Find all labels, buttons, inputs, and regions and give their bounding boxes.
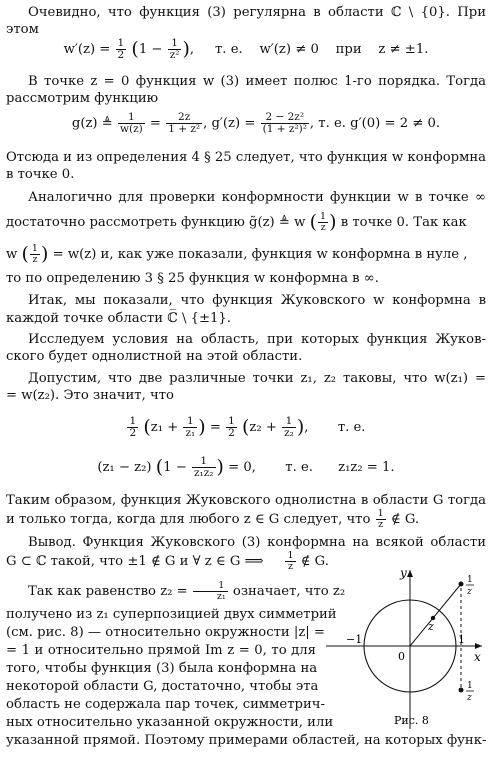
text-line: Исследуем условия на область, при которых функция Жуков- xyxy=(28,332,486,347)
text-line: Аналогично для проверки конформности функции w в точке ∞ xyxy=(28,190,486,205)
text-line: В точке z = 0 функция w (3) имеет полюс 1-го порядка. Тогда xyxy=(28,74,486,89)
figure-caption: Рис. 8 xyxy=(394,714,429,727)
text-line: достаточно рассмотреть функцию g̃(z) ≜ w ( $\frac{1}{z}$ ) в точке 0. Так как xyxy=(6,211,467,233)
z-label: z xyxy=(428,620,434,633)
text-line: каждой точке области ℂ̅ \ {±1}. xyxy=(6,311,231,326)
y-label: y xyxy=(400,566,407,580)
text-line: Допустим, что две различные точки z₁, z₂ таковы, что w(z₁) = xyxy=(28,371,486,386)
text-line: рассмотрим функцию xyxy=(6,91,159,106)
text-line: ных относительно указанной окружности, или xyxy=(6,715,334,730)
text-line: в точке 0. xyxy=(6,167,75,182)
point-inverse-bottom xyxy=(459,688,464,693)
origin-label: 0 xyxy=(398,650,405,663)
formula-derivative: w′(z) = $\frac{1}{2}$ (1 − $\frac{1}{\text{z²}}$ ), т. е. w′(z) ≠ 0 при z ≠ ±1. xyxy=(63,37,429,62)
text-line: G ⊂ ℂ такой, что ±1 ∉ G и ∀ z ∈ G ⟹ $\frac{1}{z}$ ∉ G. xyxy=(6,550,329,572)
bottom-frac-num: 1 xyxy=(467,681,473,691)
text-line: Вывод. Функция Жуковского (3) конформна на всякой области xyxy=(28,535,486,550)
x-axis-arrow xyxy=(475,643,482,649)
top-frac-den: z xyxy=(467,587,472,597)
text-line: = w(z₂). Это значит, что xyxy=(6,388,174,403)
minus-one-label: −1 xyxy=(346,633,363,646)
text-line: некоторой области G, достаточно, чтобы эта xyxy=(6,679,319,694)
formula-g: g(z) ≜ $\frac{1}{w(z)}$ = $\frac{2z}{\text{1 + z²}}$ , g′(z) = $\frac{\text{2 − 2z²}}{\text{(1 + z²)²}}$ , т. е. g′(0) = 2 ≠ 0. xyxy=(71,111,441,136)
bottom-frac-den: z xyxy=(467,693,472,703)
text-line: и только тогда, когда для любого z ∈ G следует, что $\frac{1}{z}$ ∉ G. xyxy=(6,508,420,530)
text-line: область не содержала пар точек, симметрич- xyxy=(6,697,325,712)
figure-8 xyxy=(322,564,488,734)
text-line: ского будет однолистной на этой области. xyxy=(6,349,303,364)
text-line: w ( $\frac{1}{z}$ ) = w(z) и, как уже показали, функция w конформна в нуле , xyxy=(6,243,468,265)
text-line: того, чтобы функция (3) была конформна на xyxy=(6,661,318,676)
text-line: получено из z₁ суперпозицией двух симметрий xyxy=(6,607,337,622)
x-label: x xyxy=(474,650,481,664)
text-line: (см. рис. 8) — относительно окружности |z| = xyxy=(6,625,325,640)
text-line: Очевидно, что функция (3) регулярна в области ℂ \ {0}. При xyxy=(28,5,486,20)
text-line: этом xyxy=(6,22,39,37)
text-line: то по определению 3 § 25 функция w конформна в ∞. xyxy=(6,271,379,286)
ray-to-point xyxy=(410,584,461,646)
text-line: указанной прямой. Поэтому примерами областей, на которых функ- xyxy=(6,733,487,748)
text-line: Таким образом, функция Жуковского однолистна в области G тогда xyxy=(6,493,486,508)
top-frac-num: 1 xyxy=(467,575,473,585)
text-line: Итак, мы показали, что функция Жуковского w конформна в xyxy=(28,293,486,308)
text-line: Так как равенство z₂ = $\frac{1}{\text{z₁}}$ означает, что z₂ xyxy=(28,580,346,602)
text-line: Отсюда и из определения 4 § 25 следует, что функция w конформна xyxy=(6,150,486,165)
one-label: 1 xyxy=(458,633,465,646)
formula-product: (z₁ − z₂) (1 − $\frac{1}{\text{z₁z₂}}$ ) = 0, т. е. z₁z₂ = 1. xyxy=(97,454,395,479)
formula-equality: $\frac{1}{2}$ (z₁ + $\frac{1}{\text{z₁}}$ ) = $\frac{1}{2}$ (z₂ + $\frac{1}{\text{z₂}}$ ), т. е. xyxy=(129,414,366,439)
text-line: = 1 и относительно прямой Im z = 0, то для xyxy=(6,643,316,658)
y-axis-arrow xyxy=(407,570,413,577)
point-inverse-top xyxy=(459,582,464,587)
